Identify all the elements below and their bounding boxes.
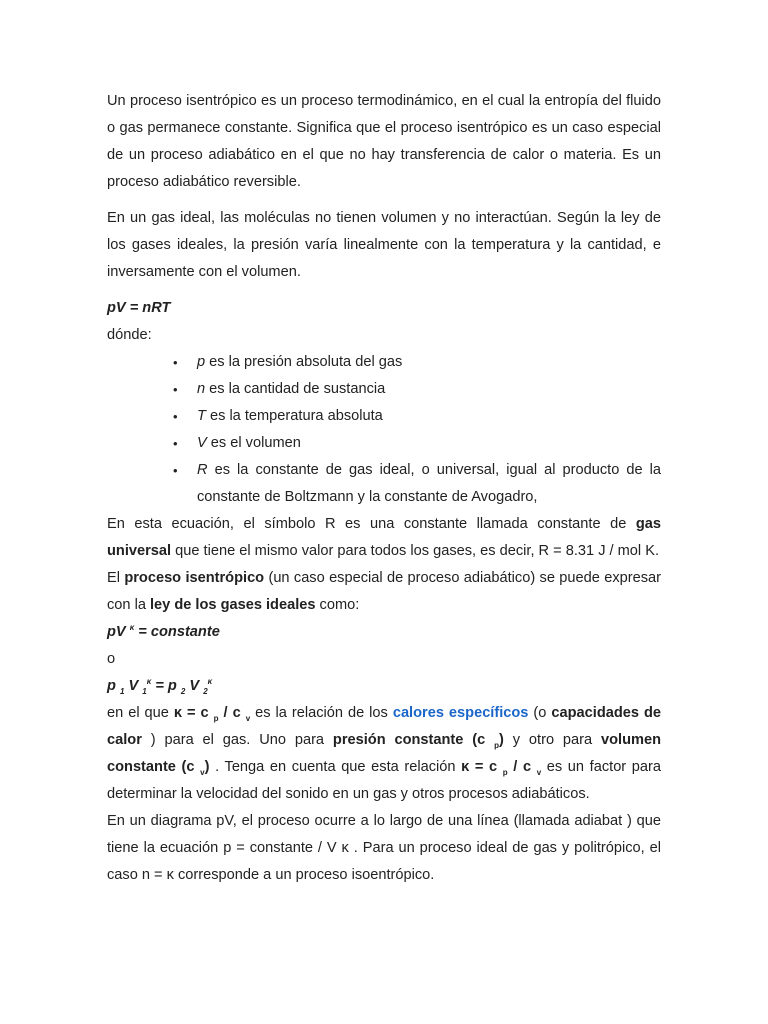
formula-states: p $_1$ V $_1^\kappa$ = p $_2$ V $_2^\kappa$: [107, 677, 213, 696]
specific-heats-link[interactable]: calores específicos: [392, 705, 529, 721]
list-item: • p es la presión absoluta del gas: [107, 349, 661, 376]
list-item: • V es el volumen: [107, 430, 661, 457]
paragraph-ideal-gas: En un gas ideal, las moléculas no tienen volumen y no interactúan. Según la ley de los gases ideales, la presión varía linealmente con la temperatura y la cantidad, e inversamente con el volumen.: [107, 210, 661, 280]
variable-list: [107, 349, 661, 511]
document-body: [107, 88, 661, 889]
paragraph-intro: Un proceso isentrópico es un proceso termodinámico, en el cual la entropía del fluido o gas permanece constante. Significa que el proceso isentrópico es un caso especial de un proceso adiabático en el que no hay transferencia de calor o materia. Es un proceso adiabático reversible.: [107, 93, 661, 190]
list-item: • n es la cantidad de sustancia: [107, 376, 661, 403]
formula-isentropic: pV $^\kappa$ = constante: [107, 623, 220, 640]
list-item: • T es la temperatura absoluta: [107, 403, 661, 430]
paragraph-final: En un diagrama pV, el proceso ocurre a lo largo de una línea (llamada adiabat ) que tiene la ecuación p = constante / V κ . Para un proceso ideal de gas y politrópico, el caso n = κ corresponde a un proceso isoentrópico.: [107, 813, 661, 883]
paragraph-ratio: en el que κ = c $_p$ / c $_v$ es la relación de los calores específicos (o capacidades de calor ) para el gas. Uno para presión constante (c $_p$) y otro para volumen constante (c $_v$) . Tenga en cuenta que esta relación κ = c $_p$ / c $_v$ es un factor para determinar la velocidad del sonido en un gas y otros procesos adiabáticos.: [107, 705, 662, 802]
or-label: o: [107, 651, 116, 667]
formula-ideal-gas: pV = nRT: [107, 300, 171, 316]
donde-label: dónde:: [107, 327, 152, 343]
paragraph-isentropic: El proceso isentrópico (un caso especial de proceso adiabático) se puede expresar con la ley de los gases ideales como:: [107, 570, 662, 613]
list-item: • R es la constante de gas ideal, o universal, igual al producto de la constante de Boltzmann y la constante de Avogadro,: [107, 457, 661, 511]
paragraph-equation: En esta ecuación, el símbolo R es una constante llamada constante de gas universal que tiene el mismo valor para todos los gases, es decir, R = 8.31 J / mol K.: [107, 516, 661, 559]
